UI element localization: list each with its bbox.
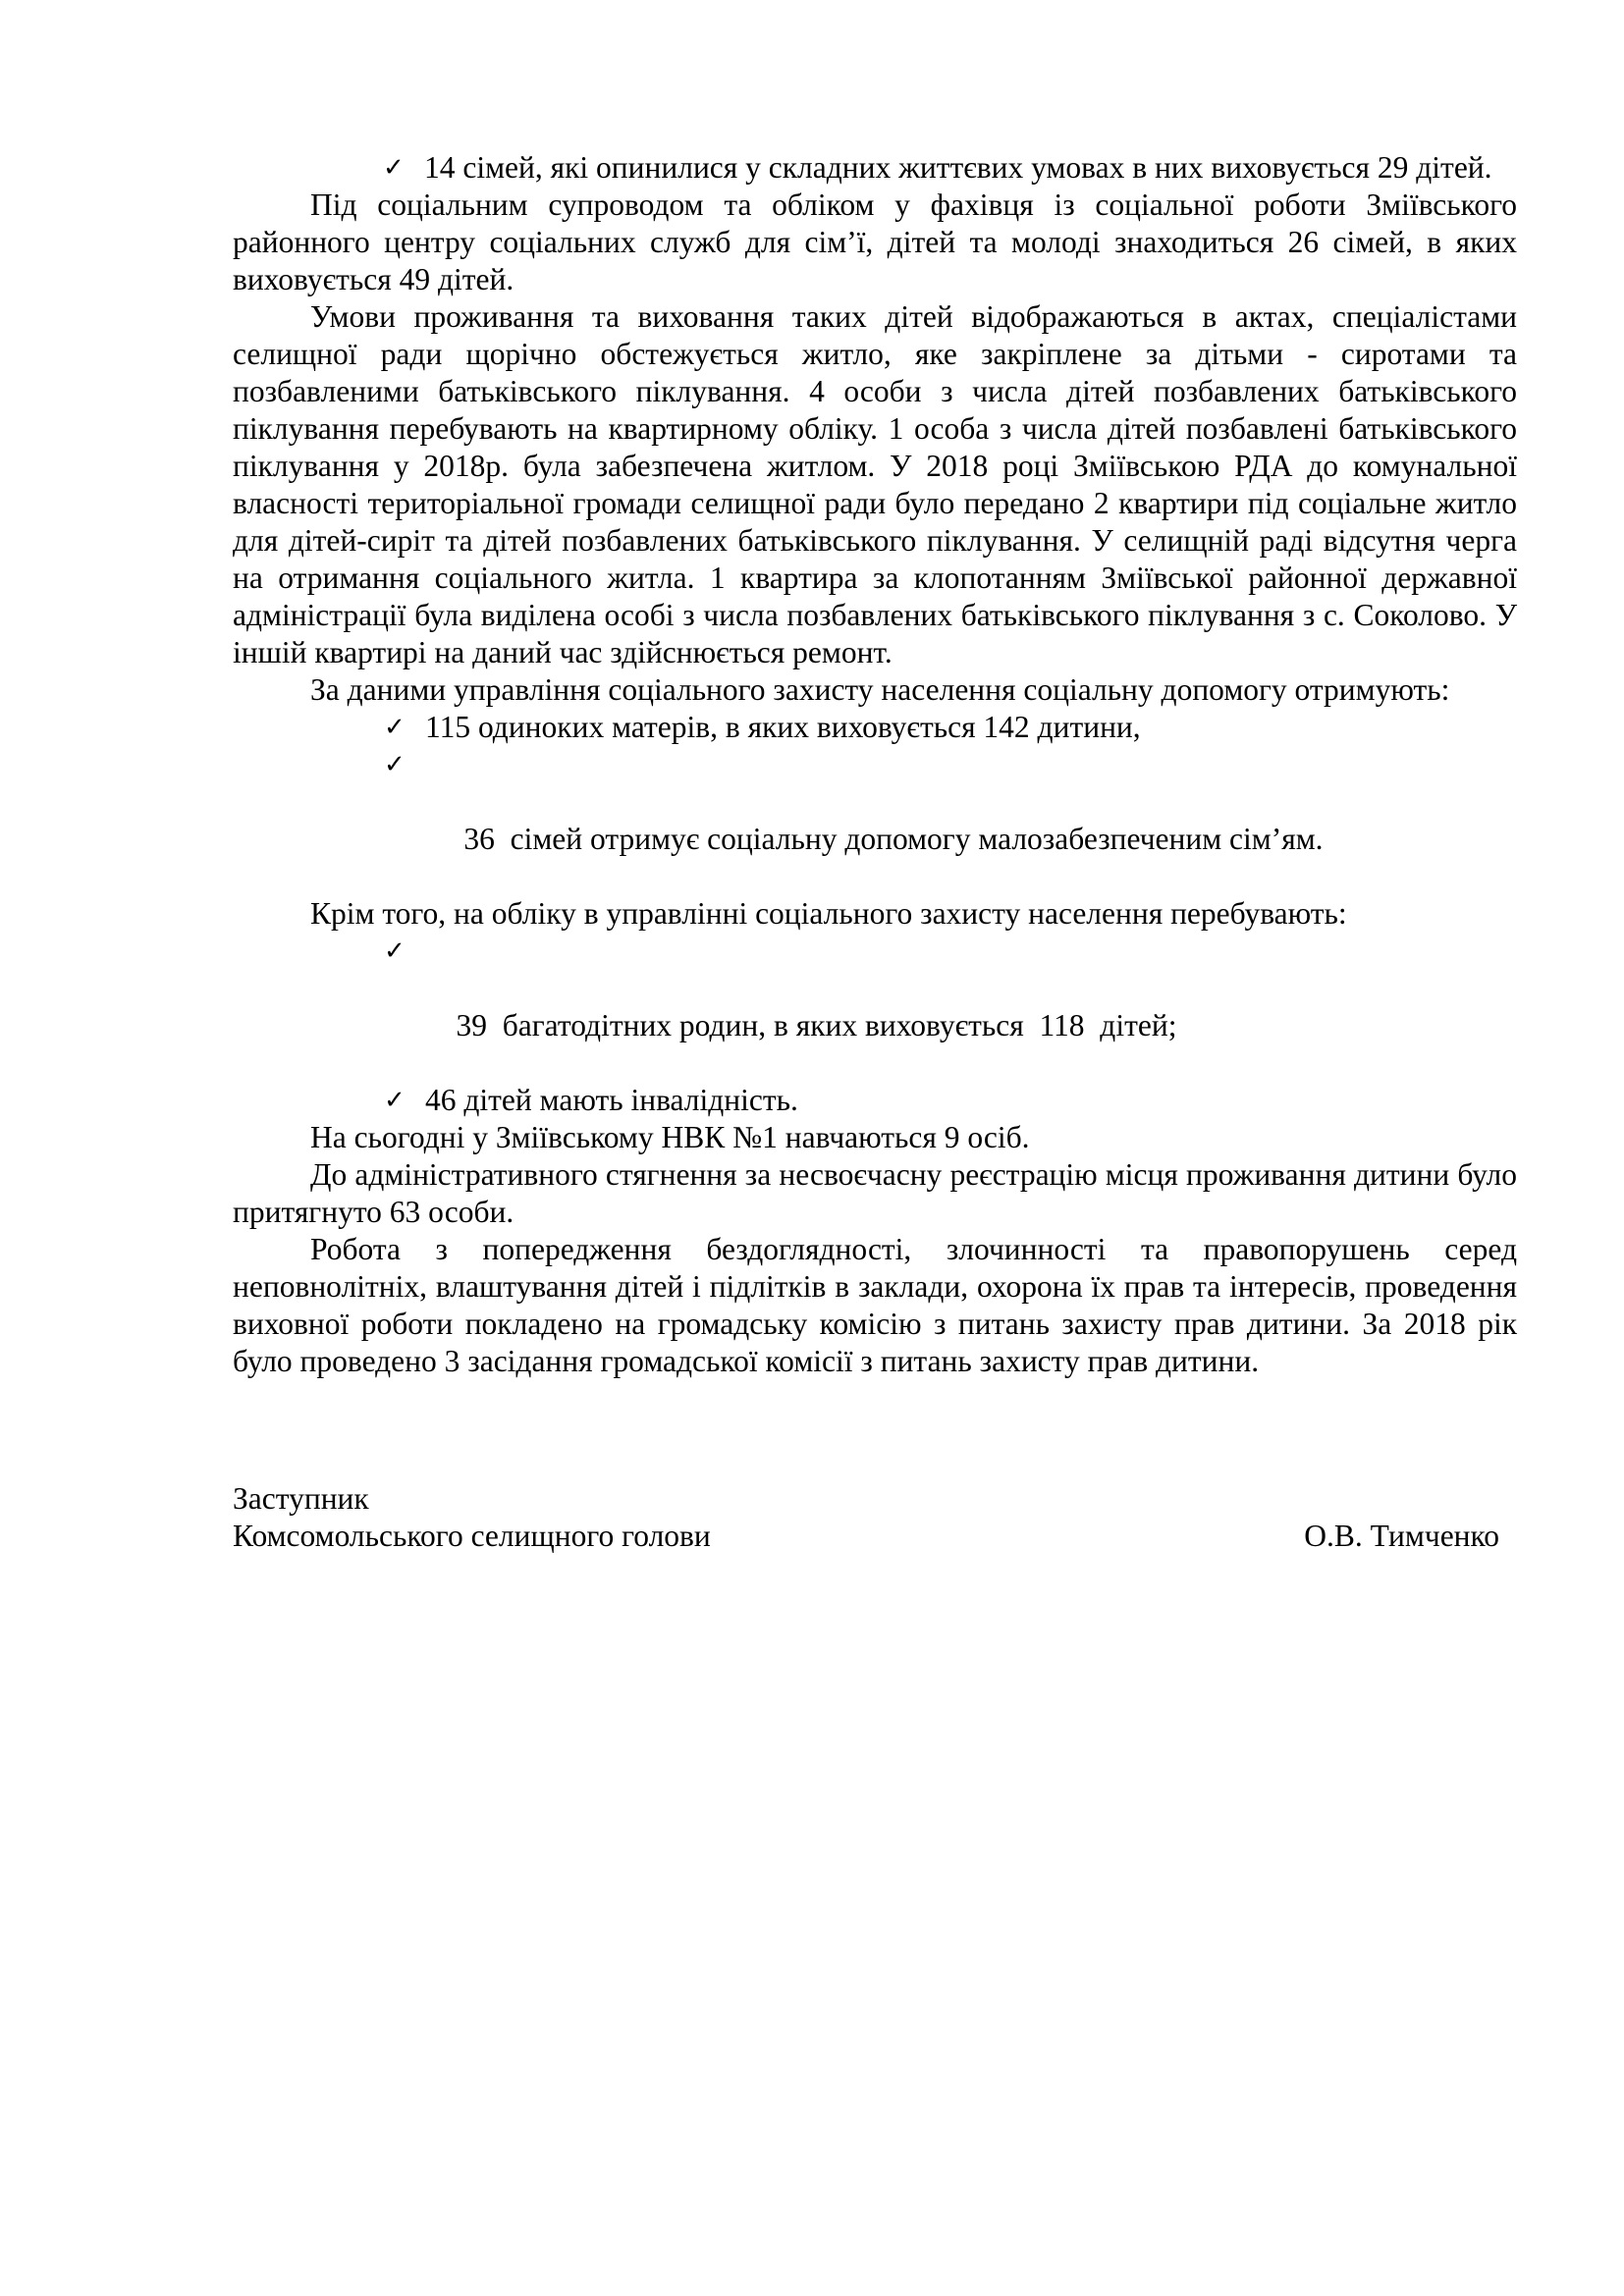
paragraph-school: На сьогодні у Зміївському НВК №1 навчаються 9 осіб. — [310, 1120, 1030, 1154]
signature-block — [233, 1480, 1499, 1555]
paragraph-social-intro: За даними управління соціального захисту населення соціальну допомогу отримують: — [310, 672, 1450, 707]
paragraph-registry-intro: Крім того, на обліку в управлінні соціального захисту населення перебувають: — [310, 896, 1347, 931]
list-item — [233, 1082, 1517, 1119]
document-body — [233, 149, 1517, 1380]
paragraph-social-support: Під соціальним супроводом та обліком у фахівця із соціальної роботи Зміївського районного центру соціальних служб для сім’ї, дітей та молоді знаходиться 26 сімей, в яких виховується 49 дітей. — [233, 187, 1517, 296]
list-item — [233, 933, 1517, 1082]
checkmark-icon: ✓ — [384, 1086, 406, 1115]
checkmark-icon: ✓ — [384, 936, 406, 966]
list-item — [233, 149, 1517, 187]
paragraph-admin-penalty: До адміністративного стягнення за несвоєчасну реєстрацію місця проживання дитини було притягнуто 63 особи. — [233, 1157, 1517, 1229]
signature-title-line1: Заступник — [233, 1481, 369, 1516]
signature-title-line2: Комсомольського селищного голови — [233, 1519, 711, 1553]
signature-row — [233, 1518, 1499, 1555]
checkmark-icon: ✓ — [384, 713, 406, 742]
checkmark-icon: ✓ — [384, 750, 406, 779]
list-item-text: 46 дітей мають інвалідність. — [425, 1083, 798, 1117]
list-item-text: 39 багатодітних родин, в яких виховується 118 дітей; — [456, 1008, 1177, 1042]
list-item — [233, 709, 1517, 746]
checkmark-icon: ✓ — [383, 153, 405, 183]
list-item-text: 115 одиноких матерів, в яких виховується 142 дитини, — [425, 710, 1141, 744]
paragraph-commission: Робота з попередження бездоглядності, злочинності та правопорушень серед неповнолітніх, влаштування дітей і підлітків в заклади, охорона їх прав та інтересів, проведення виховної роботи покладено на громадську комісію з питань захисту прав дитини. За 2018 рік було проведено 3 засідання громадської комісії з питань захисту прав дитини. — [233, 1232, 1517, 1378]
paragraph-housing: Умови проживання та виховання таких дітей відображаються в актах, спеціалістами селищної ради щорічно обстежується житло, яке закріплене за дітьми - сиротами та позбавленими батьківського піклування. 4 особи з числа дітей позбавлених батьківського піклування перебувають на квартирному обліку. 1 особа з числа дітей позбавлені батьківського піклування у 2018р. була забезпечена житлом. У 2018 році Зміївською РДА до комунальної власності територіальної громади селищної ради було передано 2 квартири під соціальне житло для дітей-сиріт та дітей позбавлених батьківського піклування. У селищній раді відсутня черга на отримання соціального житла. 1 квартира за клопотанням Зміївської районної державної адміністрації була виділена особі з числа позбавлених батьківського піклування з с. Соколово. У іншій квартирі на даний час здійснюється ремонт. — [233, 299, 1517, 669]
list-item-text: 14 сімей, які опинилися у складних життєвих умовах в них виховується 29 дітей. — [424, 150, 1492, 185]
signature-name: О.В. Тимченко — [1304, 1519, 1499, 1553]
list-item — [233, 746, 1517, 895]
list-item-text: 36 сімей отримує соціальну допомогу малозабезпеченим сім’ям. — [456, 822, 1324, 856]
